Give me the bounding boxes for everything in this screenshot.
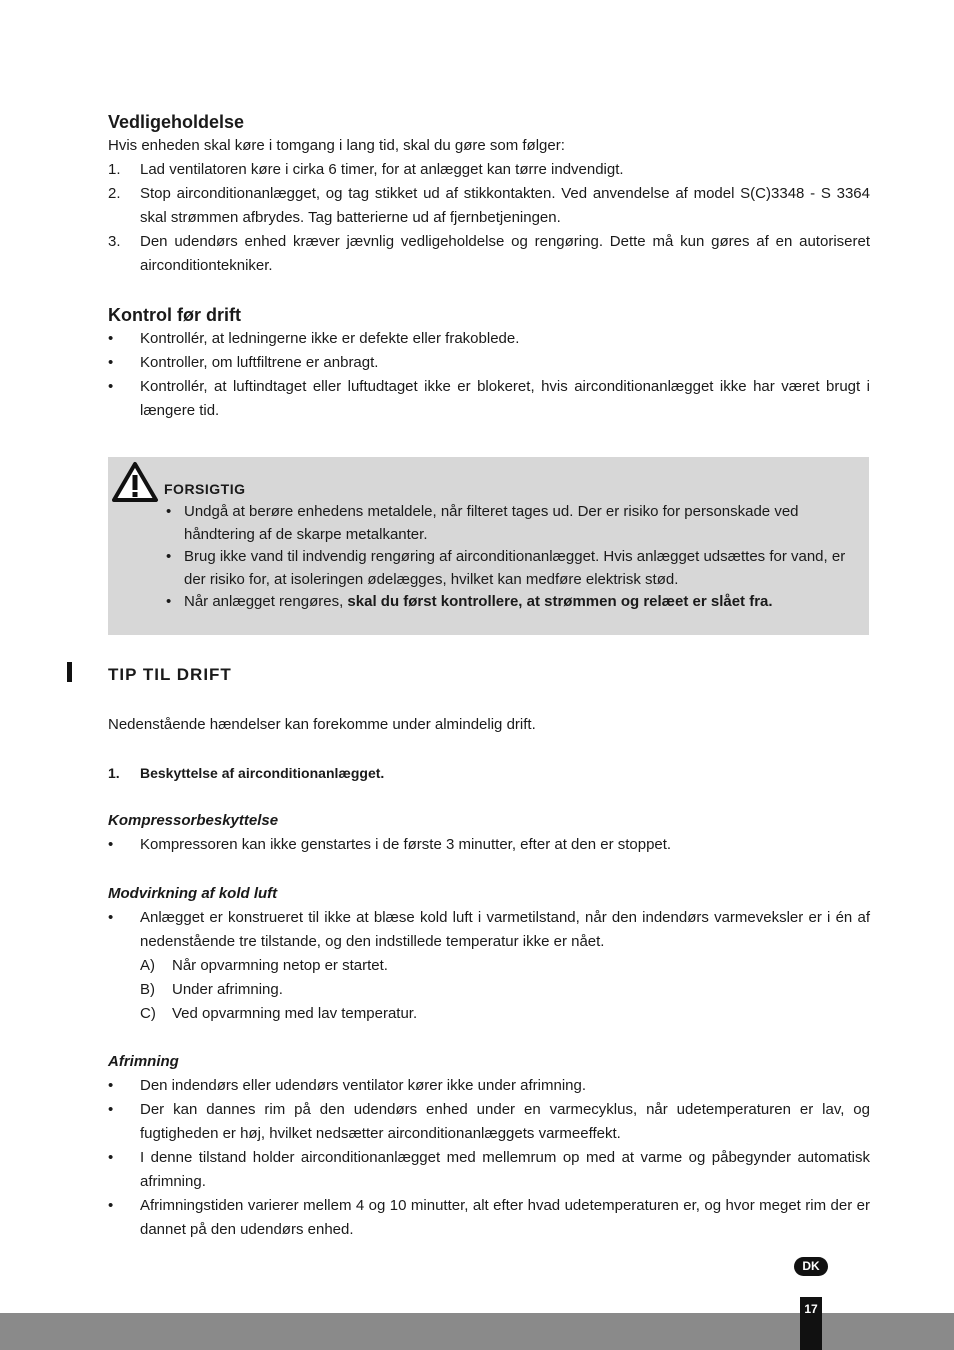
bullet-marker: •	[108, 909, 114, 926]
tips-heading: TIP TIL DRIFT	[108, 665, 232, 684]
list-item	[108, 906, 870, 954]
list-text: Den udendørs enhed kræver jævnlig vedligeholdelse og rengøring. Dette må kun gøres af en autoriseret airconditiontekniker.	[140, 233, 870, 274]
page-number: 17	[800, 1297, 822, 1350]
sub-list-item	[108, 978, 870, 1002]
list-text: Anlægget er konstrueret til ikke at blæse kold luft i varmetilstand, når den indendørs varmeveksler er i én af nedenstående tre tilstande, og den indstillede temperatur ikke er nået.	[140, 909, 870, 950]
caution-title: FORSIGTIG	[164, 481, 246, 497]
check-section	[108, 303, 870, 423]
bullet-marker: •	[108, 330, 114, 347]
list-marker: 3.	[108, 233, 121, 250]
number-marker: 1.	[108, 765, 120, 781]
list-text: Kompressoren kan ikke genstartes i de første 3 minutter, efter at den er stoppet.	[140, 836, 672, 853]
bullet-marker: •	[166, 503, 172, 520]
list-text: Lad ventilatoren køre i cirka 6 timer, for at anlægget kan tørre indvendigt.	[140, 161, 624, 178]
list-marker: 2.	[108, 185, 121, 202]
sub-marker: B)	[140, 981, 155, 998]
list-item	[108, 1098, 870, 1146]
warning-triangle-icon	[111, 461, 159, 503]
numbered-heading-text: Beskyttelse af airconditionanlægget.	[140, 765, 385, 781]
list-text: Stop airconditionanlægget, og tag stikket ud af stikkontakten. Ved anvendelse af model S(C)3348 - S 3364 skal strømmen afbrydes. Tag batterierne ud af fjernbetjeningen.	[140, 185, 870, 226]
bullet-marker: •	[166, 593, 172, 610]
maintenance-intro: Hvis enheden skal køre i tomgang i lang tid, skal du gøre som følger:	[108, 137, 565, 154]
compressor-heading: Kompressorbeskyttelse	[108, 812, 279, 829]
list-text-plain: Når anlægget rengøres,	[184, 593, 348, 610]
list-item	[164, 501, 854, 546]
list-item	[108, 230, 870, 278]
list-text: Brug ikke vand til indvendig rengøring af airconditionanlægget. Hvis anlægget udsættes for vand, er der risiko for, at isoleringen ødelægges, hvilket kan medføre elektrisk stød.	[184, 548, 846, 588]
sub-text: Når opvarmning netop er startet.	[172, 957, 388, 974]
list-text: Kontrollér, at luftindtaget eller luftudtaget ikke er blokeret, hvis airconditionanlægget ikke har været brugt i længere tid.	[140, 378, 870, 419]
sub-text: Ved opvarmning med lav temperatur.	[172, 1005, 418, 1022]
language-badge: DK	[794, 1257, 828, 1276]
bullet-marker: •	[108, 354, 114, 371]
bullet-marker: •	[108, 1101, 114, 1118]
maintenance-section	[108, 110, 870, 278]
list-text: Der kan dannes rim på den udendørs enhed under en varmecyklus, når udetemperaturen er lav, og fugtigheden er høj, hvilket nedsætter airconditionanlæggets varmeeffekt.	[140, 1101, 870, 1142]
list-item	[164, 546, 854, 591]
list-item	[108, 1194, 870, 1242]
list-item	[108, 833, 870, 857]
list-item	[108, 351, 870, 375]
sub-text: Under afrimning.	[172, 981, 283, 998]
list-item	[108, 327, 870, 351]
list-text: I denne tilstand holder airconditionanlægget med mellemrum op med at varme og påbegynder automatisk afrimning.	[140, 1149, 870, 1190]
maintenance-heading: Vedligeholdelse	[108, 112, 245, 132]
bullet-marker: •	[108, 1077, 114, 1094]
bullet-marker: •	[108, 1149, 114, 1166]
tips-section	[108, 663, 870, 1242]
sub-marker: C)	[140, 1005, 156, 1022]
list-text-bold: skal du først kontrollere, at strømmen og relæet er slået fra.	[347, 593, 773, 610]
bullet-marker: •	[108, 1197, 114, 1214]
caution-list	[164, 501, 854, 614]
numbered-heading	[108, 761, 870, 785]
list-item	[108, 1146, 870, 1194]
list-item	[108, 182, 870, 230]
list-marker: 1.	[108, 161, 121, 178]
bullet-marker: •	[166, 548, 172, 565]
tips-intro: Nedenstående hændelser kan forekomme under almindelig drift.	[108, 716, 536, 733]
bullet-marker: •	[108, 836, 114, 853]
defrost-heading: Afrimning	[108, 1053, 179, 1070]
sub-marker: A)	[140, 957, 155, 974]
caution-box	[108, 457, 869, 635]
list-text: Undgå at berøre enhedens metaldele, når filteret tages ud. Der er risiko for personskade ved håndtering af de skarpe metalkanter.	[184, 503, 799, 543]
sub-list-item	[108, 954, 870, 978]
list-text: Kontroller, om luftfiltrene er anbragt.	[140, 354, 379, 371]
list-item	[108, 375, 870, 423]
list-text: Afrimningstiden varierer mellem 4 og 10 minutter, alt efter hvad udetemperaturen er, og hvor meget rim der er dannet på den udendørs enhed.	[140, 1197, 870, 1238]
list-item	[164, 591, 854, 614]
list-item	[108, 158, 870, 182]
list-text: Den indendørs eller udendørs ventilator kører ikke under afrimning.	[140, 1077, 587, 1094]
cold-air-heading: Modvirkning af kold luft	[108, 885, 278, 902]
section-marker	[67, 662, 72, 682]
check-heading: Kontrol før drift	[108, 305, 241, 325]
list-item	[108, 1074, 870, 1098]
bullet-marker: •	[108, 378, 114, 395]
sub-list-item	[108, 1002, 870, 1026]
list-text: Kontrollér, at ledningerne ikke er defekte eller frakoblede.	[140, 330, 520, 347]
